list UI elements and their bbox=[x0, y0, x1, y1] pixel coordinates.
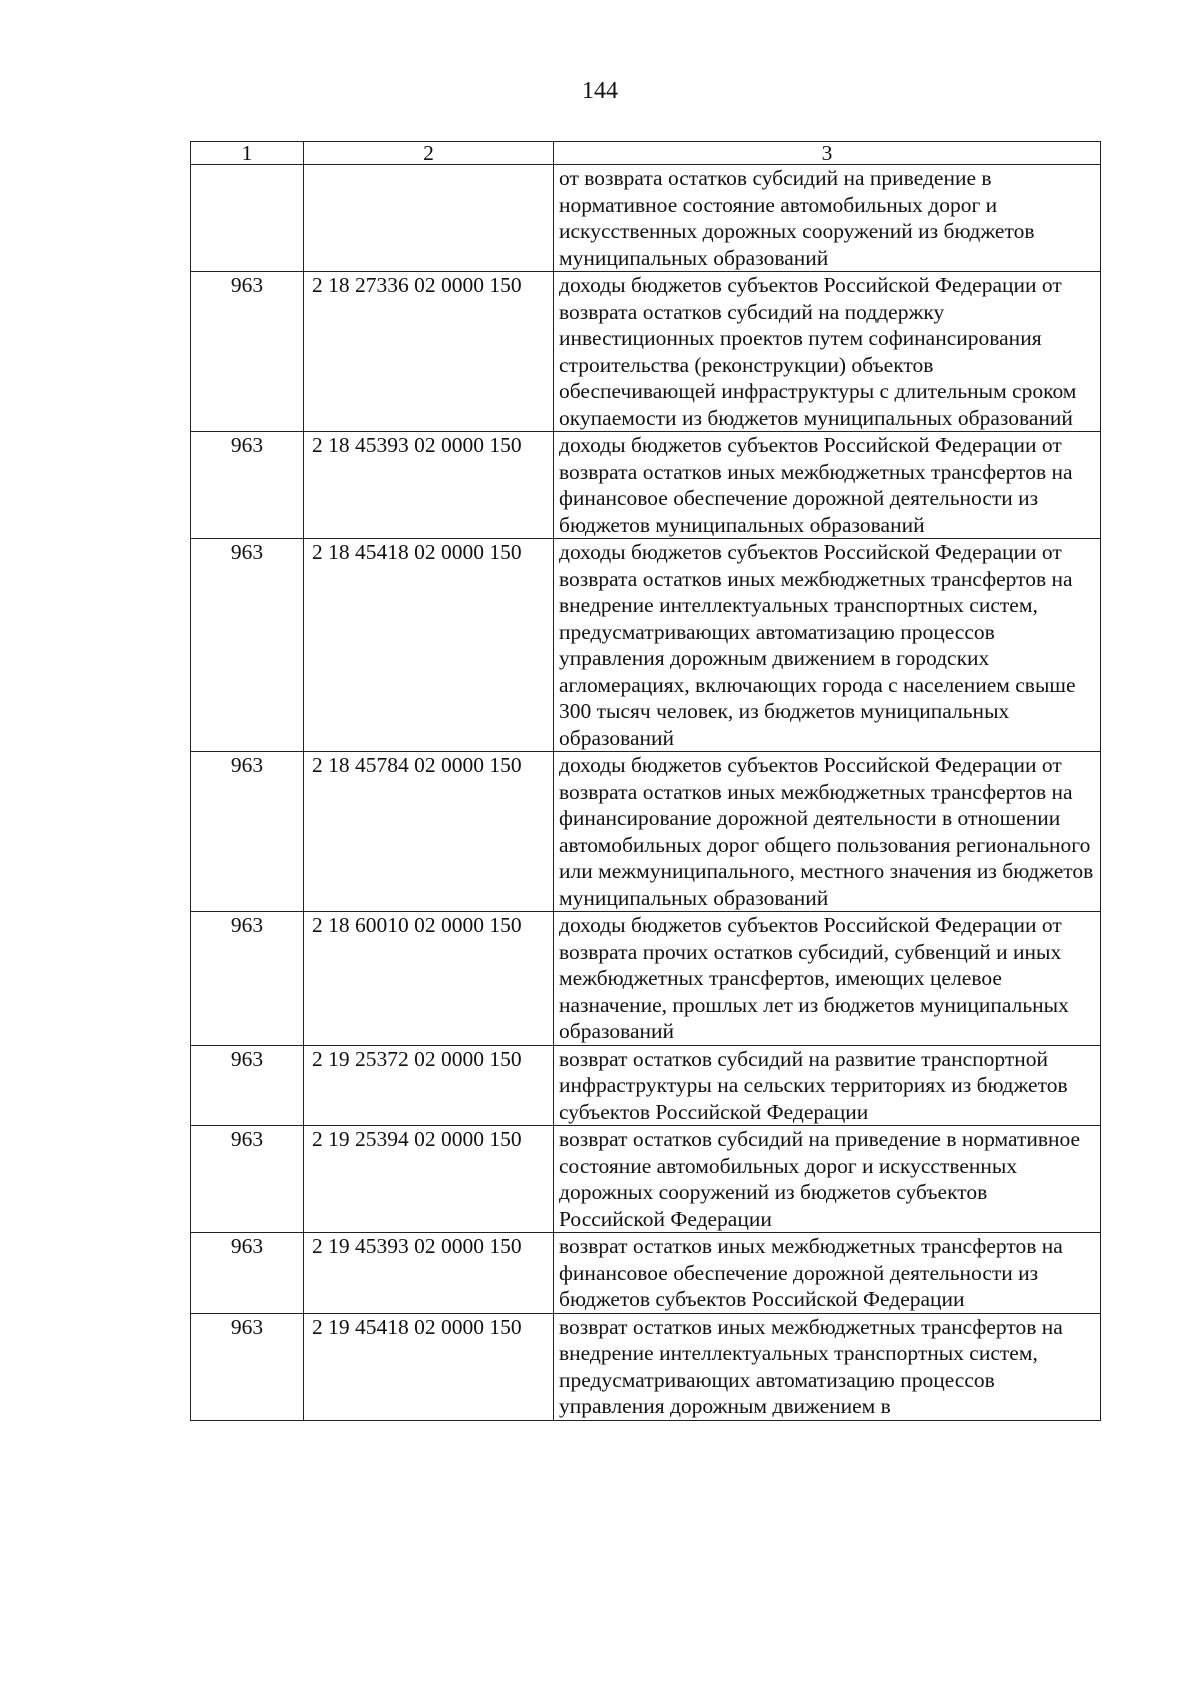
table-row bbox=[191, 1233, 1101, 1314]
table-row bbox=[191, 1045, 1101, 1126]
admin-code-cell: 963 bbox=[191, 1313, 304, 1420]
description-cell: доходы бюджетов субъектов Российской Федерации от возврата остатков иных межбюджетных трансфертов на финансирование дорожной деятельности в отношении автомобильных дорог общего пользования регионального или межмуниципального, местного значения из бюджетов муниципальных образований bbox=[554, 752, 1101, 912]
table-row bbox=[191, 912, 1101, 1046]
revenue-code-cell bbox=[304, 165, 554, 272]
revenue-code-cell: 2 18 60010 02 0000 150 bbox=[304, 912, 554, 1046]
admin-code-cell: 963 bbox=[191, 1233, 304, 1314]
revenue-code-cell: 2 19 45393 02 0000 150 bbox=[304, 1233, 554, 1314]
description-cell: доходы бюджетов субъектов Российской Федерации от возврата остатков иных межбюджетных трансфертов на внедрение интеллектуальных транспортных систем, предусматривающих автоматизацию процессов управления дорожным движением в городских агломерациях, включающих города с населением свыше 300 тысяч человек, из бюджетов муниципальных образований bbox=[554, 539, 1101, 752]
description-cell: возврат остатков субсидий на развитие транспортной инфраструктуры на сельских территориях из бюджетов субъектов Российской Федерации bbox=[554, 1045, 1101, 1126]
column-header-3: 3 bbox=[554, 142, 1101, 165]
description-cell: доходы бюджетов субъектов Российской Федерации от возврата остатков субсидий на поддержку инвестиционных проектов путем софинансирования строительства (реконструкции) объектов обеспечивающей инфраструктуры с длительным сроком окупаемости из бюджетов муниципальных образований bbox=[554, 272, 1101, 432]
revenue-code-cell: 2 18 45418 02 0000 150 bbox=[304, 539, 554, 752]
admin-code-cell: 963 bbox=[191, 912, 304, 1046]
admin-code-cell: 963 bbox=[191, 432, 304, 539]
admin-code-cell: 963 bbox=[191, 1126, 304, 1233]
description-cell: возврат остатков иных межбюджетных трансфертов на внедрение интеллектуальных транспортных систем, предусматривающих автоматизацию процессов управления дорожным движением в bbox=[554, 1313, 1101, 1420]
budget-classification-table bbox=[190, 141, 1101, 1421]
admin-code-cell: 963 bbox=[191, 539, 304, 752]
description-cell: доходы бюджетов субъектов Российской Федерации от возврата прочих остатков субсидий, субвенций и иных межбюджетных трансфертов, имеющих целевое назначение, прошлых лет из бюджетов муниципальных образований bbox=[554, 912, 1101, 1046]
column-header-2: 2 bbox=[304, 142, 554, 165]
revenue-code-cell: 2 19 25394 02 0000 150 bbox=[304, 1126, 554, 1233]
revenue-code-cell: 2 19 45418 02 0000 150 bbox=[304, 1313, 554, 1420]
column-header-1: 1 bbox=[191, 142, 304, 165]
table-header-row bbox=[191, 142, 1101, 165]
table-row bbox=[191, 272, 1101, 432]
table-row bbox=[191, 1313, 1101, 1420]
table-row bbox=[191, 432, 1101, 539]
admin-code-cell bbox=[191, 165, 304, 272]
description-cell: возврат остатков субсидий на приведение в нормативное состояние автомобильных дорог и искусственных дорожных сооружений из бюджетов субъектов Российской Федерации bbox=[554, 1126, 1101, 1233]
description-cell: возврат остатков иных межбюджетных трансфертов на финансовое обеспечение дорожной деятельности из бюджетов субъектов Российской Федерации bbox=[554, 1233, 1101, 1314]
revenue-code-cell: 2 18 27336 02 0000 150 bbox=[304, 272, 554, 432]
table-row bbox=[191, 539, 1101, 752]
table-row bbox=[191, 752, 1101, 912]
description-cell: от возврата остатков субсидий на приведение в нормативное состояние автомобильных дорог и искусственных дорожных сооружений из бюджетов муниципальных образований bbox=[554, 165, 1101, 272]
table-row bbox=[191, 1126, 1101, 1233]
revenue-code-cell: 2 19 25372 02 0000 150 bbox=[304, 1045, 554, 1126]
page-number: 144 bbox=[582, 78, 618, 104]
admin-code-cell: 963 bbox=[191, 1045, 304, 1126]
revenue-code-cell: 2 18 45784 02 0000 150 bbox=[304, 752, 554, 912]
table-row bbox=[191, 165, 1101, 272]
revenue-code-cell: 2 18 45393 02 0000 150 bbox=[304, 432, 554, 539]
admin-code-cell: 963 bbox=[191, 272, 304, 432]
admin-code-cell: 963 bbox=[191, 752, 304, 912]
description-cell: доходы бюджетов субъектов Российской Федерации от возврата остатков иных межбюджетных трансфертов на финансовое обеспечение дорожной деятельности из бюджетов муниципальных образований bbox=[554, 432, 1101, 539]
